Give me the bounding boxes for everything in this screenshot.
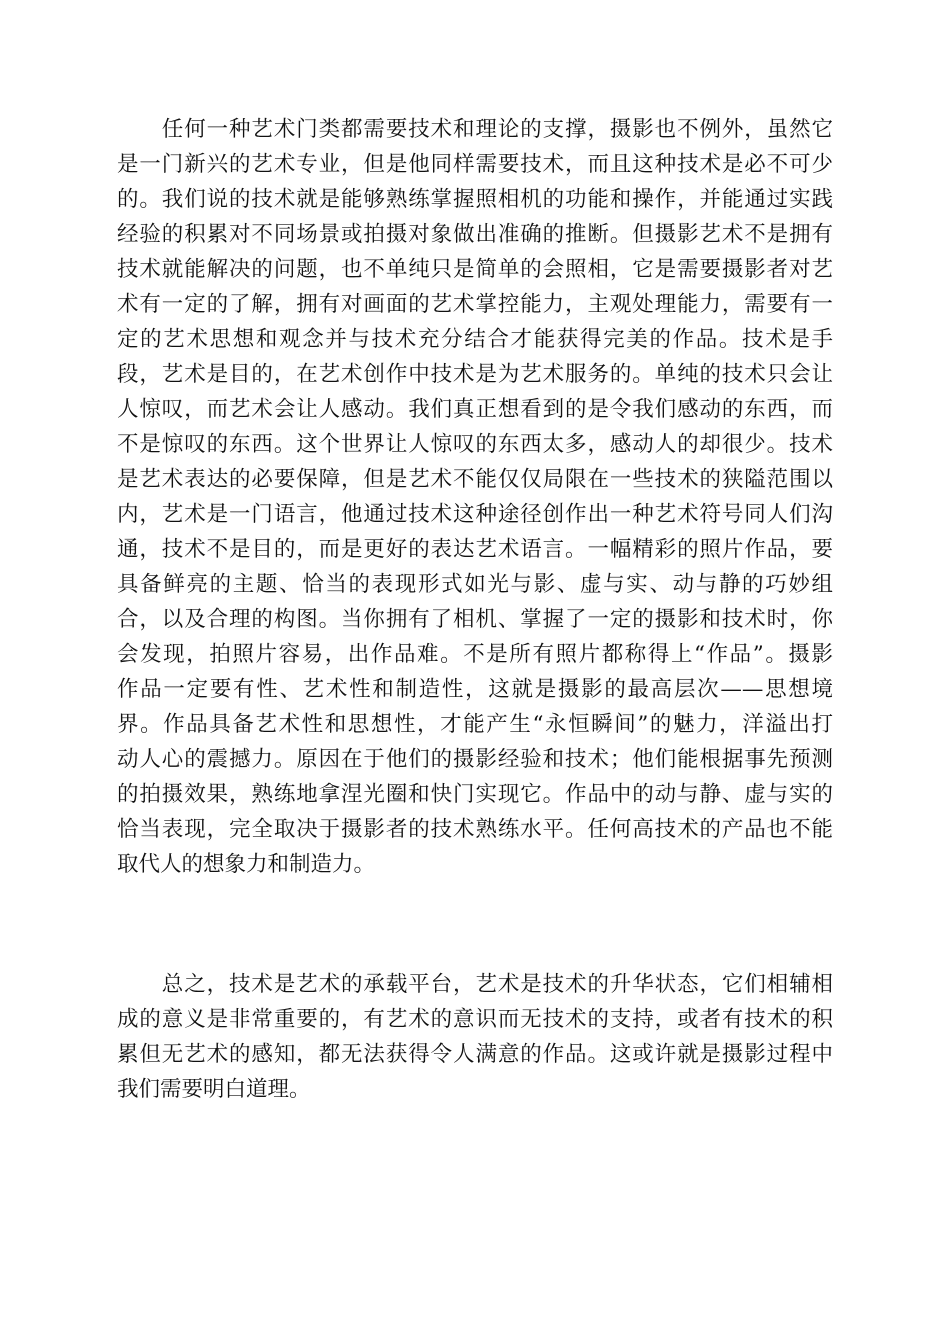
paragraph-2 — [117, 967, 833, 1107]
text-line: 定的艺术思想和观念并与技术充分结合才能获得完美的作品。技术是手 — [117, 327, 833, 352]
text-line: 段，艺术是目的，在艺术创作中技术是为艺术服务的。单纯的技术只会让 — [117, 362, 833, 387]
text-line: 我们需要明白道理。 — [117, 1077, 311, 1102]
text-line: 成的意义是非常重要的，有艺术的意识而无技术的支持，或者有技术的积 — [117, 1007, 833, 1032]
text-line: 恰当表现，完全取决于摄影者的技术熟练水平。任何高技术的产品也不能 — [117, 817, 833, 842]
text-line: 界。作品具备艺术性和思想性，才能产生“永恒瞬间”的魅力，洋溢出打 — [117, 712, 833, 737]
text-line: 合，以及合理的构图。当你拥有了相机、掌握了一定的摄影和技术时，你 — [117, 607, 833, 632]
text-line: 不是惊叹的东西。这个世界让人惊叹的东西太多，感动人的却很少。技术 — [117, 432, 833, 457]
text-line: 会发现，拍照片容易，出作品难。不是所有照片都称得上“作品”。摄影 — [117, 642, 833, 667]
text-line: 是一门新兴的艺术专业，但是他同样需要技术，而且这种技术是必不可少 — [117, 152, 833, 177]
text-line: 内，艺术是一门语言，他通过技术这种途径创作出一种艺术符号同人们沟 — [117, 502, 833, 527]
text-line: 取代人的想象力和制造力。 — [117, 852, 376, 877]
text-line: 人惊叹，而艺术会让人感动。我们真正想看到的是令我们感动的东西，而 — [117, 397, 833, 422]
text-line: 的拍摄效果，熟练地拿涅光圈和快门实现它。作品中的动与静、虚与实的 — [117, 782, 833, 807]
text-line: 作品一定要有性、艺术性和制造性，这就是摄影的最高层次——思想境 — [117, 677, 833, 702]
text-line: 通，技术不是目的，而是更好的表达艺术语言。一幅精彩的照片作品，要 — [117, 537, 833, 562]
text-line: 具备鲜亮的主题、恰当的表现形式如光与影、虚与实、动与静的巧妙组 — [117, 572, 833, 597]
text-line: 术有一定的了解，拥有对画面的艺术掌控能力，主观处理能力，需要有一 — [117, 292, 833, 317]
text-line: 总之，技术是艺术的承载平台，艺术是技术的升华状态，它们相辅相 — [117, 972, 833, 997]
text-line: 任何一种艺术门类都需要技术和理论的支撑，摄影也不例外，虽然它 — [117, 117, 833, 142]
paragraph-1 — [117, 112, 833, 882]
text-line: 动人心的震撼力。原因在于他们的摄影经验和技术；他们能根据事先预测 — [117, 747, 833, 772]
text-line: 技术就能解决的问题，也不单纯只是简单的会照相，它是需要摄影者对艺 — [117, 257, 833, 282]
text-line: 是艺术表达的必要保障，但是艺术不能仅仅局限在一些技术的狭隘范围以 — [117, 467, 833, 492]
text-line: 经验的积累对不同场景或拍摄对象做出准确的推断。但摄影艺术不是拥有 — [117, 222, 833, 247]
text-line: 的。我们说的技术就是能够熟练掌握照相机的功能和操作，并能通过实践 — [117, 187, 833, 212]
text-line: 累但无艺术的感知，都无法获得令人满意的作品。这或许就是摄影过程中 — [117, 1042, 833, 1067]
